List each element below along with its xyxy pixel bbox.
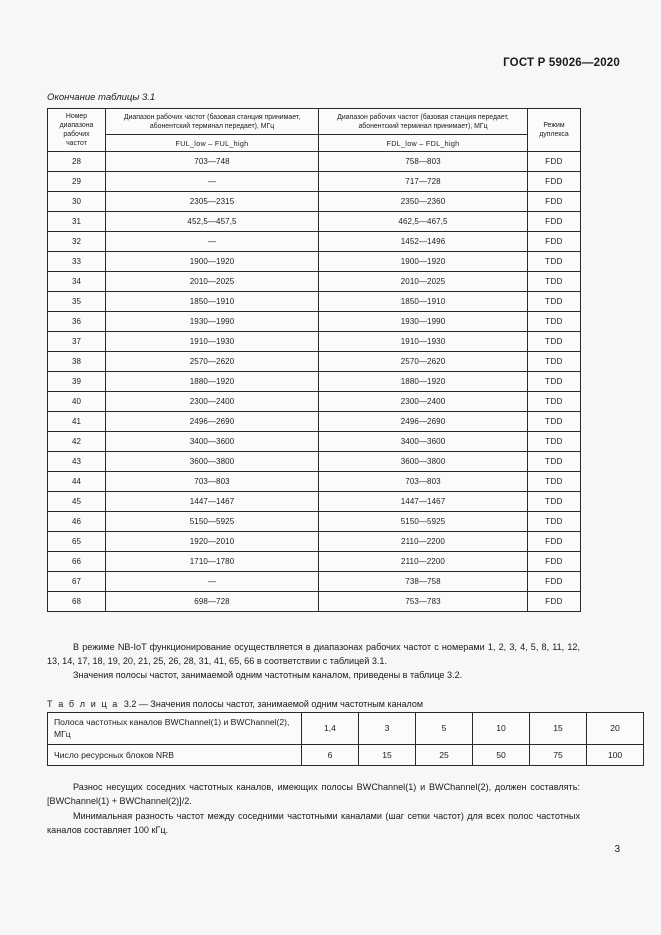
- cell-duplex: FDD: [528, 592, 581, 612]
- cell-ul: 5150—5925: [106, 512, 319, 532]
- cell-band: 66: [48, 552, 106, 572]
- cell-bandwidths-3: 10: [473, 713, 530, 745]
- cell-band: 44: [48, 472, 106, 492]
- table-row: [48, 272, 581, 292]
- cell-nrb-3: 50: [473, 744, 530, 765]
- cell-dl: 2110—2200: [319, 532, 528, 552]
- cell-dl: 3400—3600: [319, 432, 528, 452]
- cell-ul: 1910—1930: [106, 332, 319, 352]
- table-row: [48, 312, 581, 332]
- cell-dl: 1447—1467: [319, 492, 528, 512]
- cell-ul: 1447—1467: [106, 492, 319, 512]
- cell-dl: 1930—1990: [319, 312, 528, 332]
- cell-band: 36: [48, 312, 106, 332]
- cell-ul: —: [106, 572, 319, 592]
- table-3-1-header: [48, 109, 581, 152]
- cell-band: 34: [48, 272, 106, 292]
- cell-duplex: TDD: [528, 372, 581, 392]
- cell-duplex: TDD: [528, 252, 581, 272]
- table-row: [48, 372, 581, 392]
- cell-band: 35: [48, 292, 106, 312]
- cell-duplex: FDD: [528, 212, 581, 232]
- cell-bandwidths-0: 1,4: [302, 713, 359, 745]
- cell-duplex: TDD: [528, 432, 581, 452]
- table-row: [48, 392, 581, 412]
- cell-duplex: FDD: [528, 552, 581, 572]
- table-row: [48, 744, 644, 765]
- cell-duplex: FDD: [528, 152, 581, 172]
- table-row: [48, 472, 581, 492]
- page-number: 3: [614, 844, 620, 855]
- header-band-number: Номер диапазона рабочих частот: [48, 109, 106, 152]
- table-row: [48, 192, 581, 212]
- cell-dl: 2496—2690: [319, 412, 528, 432]
- cell-band: 37: [48, 332, 106, 352]
- cell-ul: 703—803: [106, 472, 319, 492]
- cell-ul: 452,5—457,5: [106, 212, 319, 232]
- cell-dl: 1880—1920: [319, 372, 528, 392]
- cell-band: 31: [48, 212, 106, 232]
- cell-band: 39: [48, 372, 106, 392]
- cell-duplex: TDD: [528, 452, 581, 472]
- cell-ul: 3400—3600: [106, 432, 319, 452]
- table-3-2-caption-rest: 3.2 — Значения полосы частот, занимаемой одним частотным каналом: [123, 699, 424, 709]
- cell-dl: 1900—1920: [319, 252, 528, 272]
- cell-nrb-5: 100: [587, 744, 644, 765]
- header-fdl-subrange: FDL_low – FDL_high: [319, 135, 528, 152]
- cell-dl: 2300—2400: [319, 392, 528, 412]
- cell-ul: 1900—1920: [106, 252, 319, 272]
- cell-ul: 1710—1780: [106, 552, 319, 572]
- header-uplink-range: Диапазон рабочих частот (базовая станция принимает, абонентский терминал передает), МГц: [106, 109, 319, 135]
- cell-duplex: TDD: [528, 392, 581, 412]
- cell-ul: 1920—2010: [106, 532, 319, 552]
- cell-nrb-2: 25: [416, 744, 473, 765]
- cell-band: 30: [48, 192, 106, 212]
- cell-band: 41: [48, 412, 106, 432]
- cell-duplex: TDD: [528, 412, 581, 432]
- table-row: [48, 152, 581, 172]
- cell-band: 43: [48, 452, 106, 472]
- table-row: [48, 532, 581, 552]
- header-downlink-range: Диапазон рабочих частот (базовая станция передает, абонентский терминал принимает), МГц: [319, 109, 528, 135]
- cell-band: 29: [48, 172, 106, 192]
- cell-dl: 5150—5925: [319, 512, 528, 532]
- cell-duplex: FDD: [528, 232, 581, 252]
- cell-band: 46: [48, 512, 106, 532]
- table-row: [48, 172, 581, 192]
- table-row: [48, 552, 581, 572]
- cell-duplex: TDD: [528, 352, 581, 372]
- table-row: [48, 412, 581, 432]
- cell-dl: 1910—1930: [319, 332, 528, 352]
- cell-dl: 3600—3800: [319, 452, 528, 472]
- cell-bandwidths-2: 5: [416, 713, 473, 745]
- cell-bandwidths-4: 15: [530, 713, 587, 745]
- cell-ul: 1930—1990: [106, 312, 319, 332]
- table-row: [48, 252, 581, 272]
- table-row: [48, 232, 581, 252]
- table-3-1: [47, 108, 581, 612]
- cell-band: 45: [48, 492, 106, 512]
- table-row: [48, 292, 581, 312]
- cell-nrb-4: 75: [530, 744, 587, 765]
- table-row: [48, 432, 581, 452]
- cell-band: 68: [48, 592, 106, 612]
- cell-ul: —: [106, 232, 319, 252]
- cell-duplex: TDD: [528, 472, 581, 492]
- cell-duplex: TDD: [528, 272, 581, 292]
- cell-band: 33: [48, 252, 106, 272]
- cell-dl: 2570—2620: [319, 352, 528, 372]
- table-row: [48, 512, 581, 532]
- cell-duplex: TDD: [528, 332, 581, 352]
- paragraph-bandwidth-ref: Значения полосы частот, занимаемой одним частотным каналом, приведены в таблице 3.2.: [73, 670, 463, 680]
- cell-dl: 703—803: [319, 472, 528, 492]
- cell-dl: 738—758: [319, 572, 528, 592]
- cell-band: 42: [48, 432, 106, 452]
- row-label-nrb: Число ресурсных блоков NRB: [48, 744, 302, 765]
- cell-ul: 2010—2025: [106, 272, 319, 292]
- cell-dl: 753—783: [319, 592, 528, 612]
- paragraph-nbiot-bands: В режиме NB-IoT функционирование осуществляется в диапазонах рабочих частот с номерами 1, 2, 3, 4, 5, 8, 11, 12, 13, 14, 17, 18, 19, 20, 21, 25, 26, 28, 31, 41, 65, 66 в соответствии с таблицей 3.1.: [47, 642, 580, 666]
- cell-duplex: FDD: [528, 532, 581, 552]
- table-row: [48, 713, 644, 745]
- cell-ul: 3600—3800: [106, 452, 319, 472]
- cell-band: 32: [48, 232, 106, 252]
- cell-duplex: FDD: [528, 572, 581, 592]
- table-3-2-caption: [47, 699, 423, 709]
- table-row: [48, 592, 581, 612]
- table-3-2: [47, 712, 644, 766]
- header-duplex-mode: Режим дуплекса: [528, 109, 581, 152]
- cell-nrb-1: 15: [359, 744, 416, 765]
- cell-dl: 2350—2360: [319, 192, 528, 212]
- cell-bandwidths-1: 3: [359, 713, 416, 745]
- cell-band: 65: [48, 532, 106, 552]
- cell-dl: 717—728: [319, 172, 528, 192]
- cell-ul: 2305—2315: [106, 192, 319, 212]
- cell-dl: 2110—2200: [319, 552, 528, 572]
- cell-ul: 1880—1920: [106, 372, 319, 392]
- table-row: [48, 452, 581, 472]
- cell-ul: 2496—2690: [106, 412, 319, 432]
- cell-band: 40: [48, 392, 106, 412]
- table-row: [48, 212, 581, 232]
- paragraph-min-frequency-step: Минимальная разность частот между соседними частотными каналами (шаг сетки частот) для всех полос частотных каналов составляет 100 кГц.: [47, 811, 580, 835]
- cell-duplex: TDD: [528, 312, 581, 332]
- cell-ul: 1850—1910: [106, 292, 319, 312]
- cell-ul: —: [106, 172, 319, 192]
- paragraph-carrier-spacing: Разнос несущих соседних частотных каналов, имеющих полосы BWChannel(1) и BWChannel(2), должен составлять: [BWChannel(1) + BWChannel(2)]/2.: [47, 782, 580, 806]
- cell-duplex: TDD: [528, 292, 581, 312]
- table-3-1-caption: Окончание таблицы 3.1: [47, 92, 156, 103]
- cell-ul: 703—748: [106, 152, 319, 172]
- table-row: [48, 332, 581, 352]
- table-row: [48, 352, 581, 372]
- header-ful-subrange: FUL_low – FUL_high: [106, 135, 319, 152]
- cell-bandwidths-5: 20: [587, 713, 644, 745]
- row-label-bandwidth: Полоса частотных каналов BWChannel(1) и BWChannel(2), МГц: [48, 713, 302, 745]
- cell-duplex: FDD: [528, 172, 581, 192]
- cell-dl: 2010—2025: [319, 272, 528, 292]
- table-3-1-body: [48, 152, 581, 612]
- cell-nrb-0: 6: [302, 744, 359, 765]
- cell-ul: 2570—2620: [106, 352, 319, 372]
- cell-band: 67: [48, 572, 106, 592]
- cell-band: 28: [48, 152, 106, 172]
- cell-band: 38: [48, 352, 106, 372]
- cell-dl: 1850—1910: [319, 292, 528, 312]
- table-row: [48, 572, 581, 592]
- standard-header: ГОСТ Р 59026—2020: [503, 57, 620, 69]
- cell-ul: 2300—2400: [106, 392, 319, 412]
- cell-duplex: FDD: [528, 192, 581, 212]
- cell-dl: 1452—1496: [319, 232, 528, 252]
- table-row: [48, 492, 581, 512]
- table-3-2-caption-prefix: Т а б л и ц а: [47, 699, 119, 709]
- cell-ul: 698—728: [106, 592, 319, 612]
- cell-dl: 462,5—467,5: [319, 212, 528, 232]
- cell-duplex: TDD: [528, 492, 581, 512]
- cell-duplex: TDD: [528, 512, 581, 532]
- cell-dl: 758—803: [319, 152, 528, 172]
